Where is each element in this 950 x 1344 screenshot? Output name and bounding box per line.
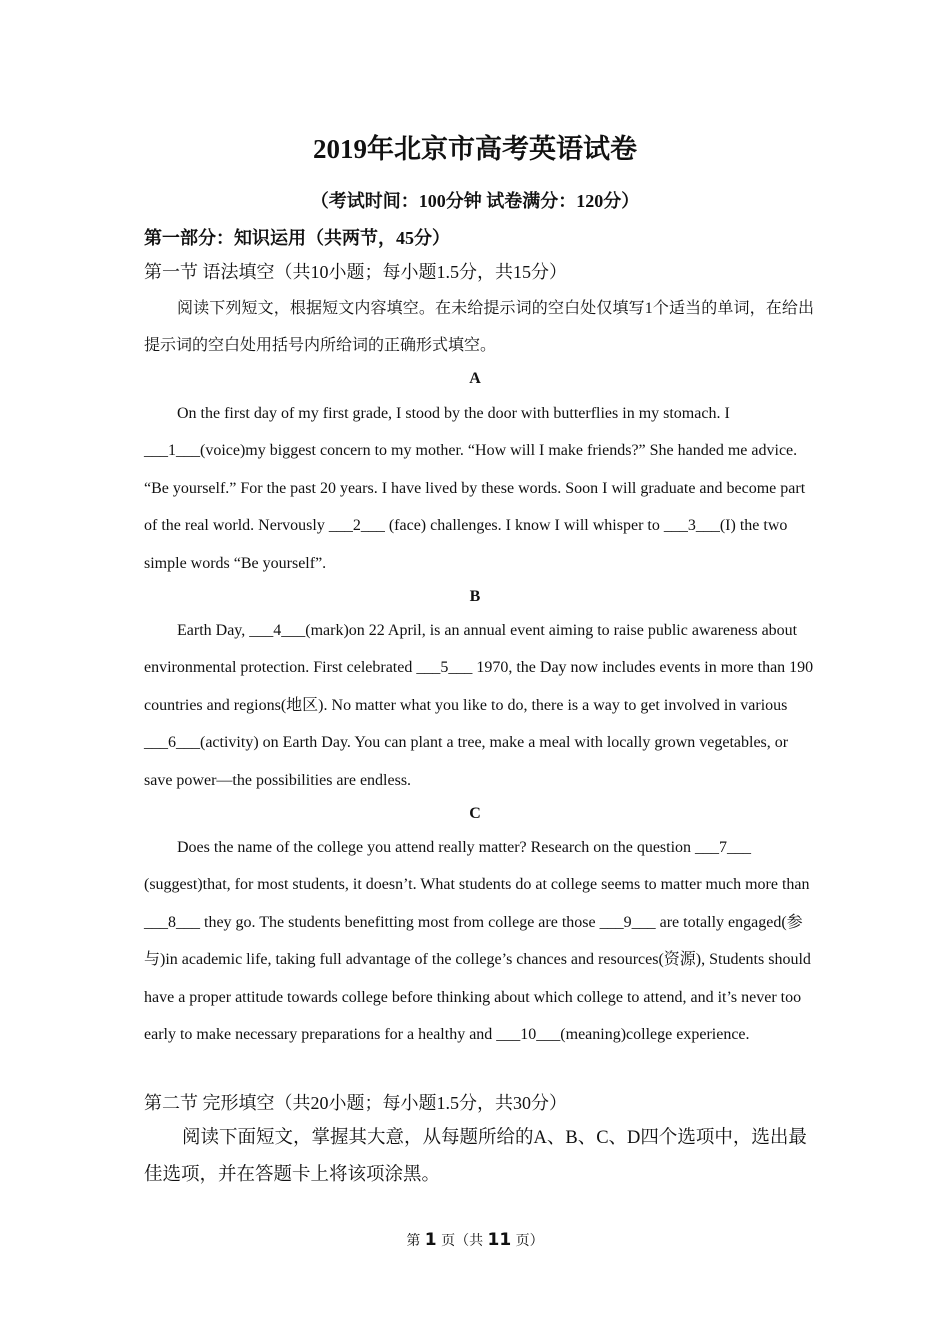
footer-middle: 页（共 [441, 1233, 484, 1249]
passage-c-text: Does the name of the college you attend really matter? Research on the question ___7___ (suggest)that, for most students, it doesn’t. What students do at college seems to matter much more than ___8___ they go. The students benefitting most from college are those ___9___ are totally engaged(参与)in academic life, taking full advantage of the college’s chances and resources(资源), Students should have a proper attitude towards college before thinking about which college to attend, and it’s never too early to make necessary preparations for a healthy and ___10___(meaning)college experience. [144, 839, 811, 1044]
part-heading: 第一部分：知识运用（共两节，45分） [144, 228, 450, 248]
footer-page-number: 1 [424, 1230, 437, 1250]
footer-total-pages: 11 [487, 1230, 512, 1250]
passage-b-text: Earth Day, ___4___(mark)on 22 April, is an annual event aiming to raise public awareness about environmental protection. First celebrated ___5___ 1970, the Day now includes events in more than 190 countries and regions(地区). No matter what you like to do, there is a way to get involved in various ___6___(activity) on Earth Day. You can plant a tree, make a meal with locally grown vegetables, or save power—the possibilities are endless. [144, 622, 814, 789]
section2-heading: 第二节 完形填空（共20小题；每小题1.5分，共30分） [144, 1093, 567, 1113]
footer-suffix: 页） [515, 1233, 544, 1249]
page-footer [0, 1226, 950, 1255]
section1-instruction: 阅读下列短文，根据短文内容填空。在未给提示词的空白处仅填写1个适当的单词，在给出提示词的空白处用括号内所给词的正确形式填空。 [144, 300, 814, 354]
passage-a-label: A [469, 370, 481, 387]
passage-a-text: On the first day of my first grade, I stood by the door with butterflies in my stomach. I ___1___(voice)my biggest concern to my mother. “How will I make friends?” She handed me advice. “Be yourself.” For the past 20 years. I have lived by these words. Soon I will graduate and become part of the real world. Nervously ___2___ (face) challenges. I know I will whisper to ___3___(I) the two simple words “Be yourself”. [144, 405, 806, 572]
passage-b-label: B [469, 588, 481, 605]
section2-instruction: 阅读下面短文，掌握其大意，从每题所给的A、B、C、D四个选项中，选出最佳选项，并在答题卡上将该项涂黑。 [144, 1128, 807, 1185]
exam-title: 2019年北京市高考英语试卷 [313, 134, 637, 164]
exam-subtitle: （考试时间：100分钟 试卷满分：120分） [310, 191, 640, 211]
section1-heading: 第一节 语法填空（共10小题；每小题1.5分，共15分） [144, 262, 567, 282]
footer-prefix: 第 [406, 1233, 421, 1249]
passage-c-label: C [469, 805, 481, 822]
